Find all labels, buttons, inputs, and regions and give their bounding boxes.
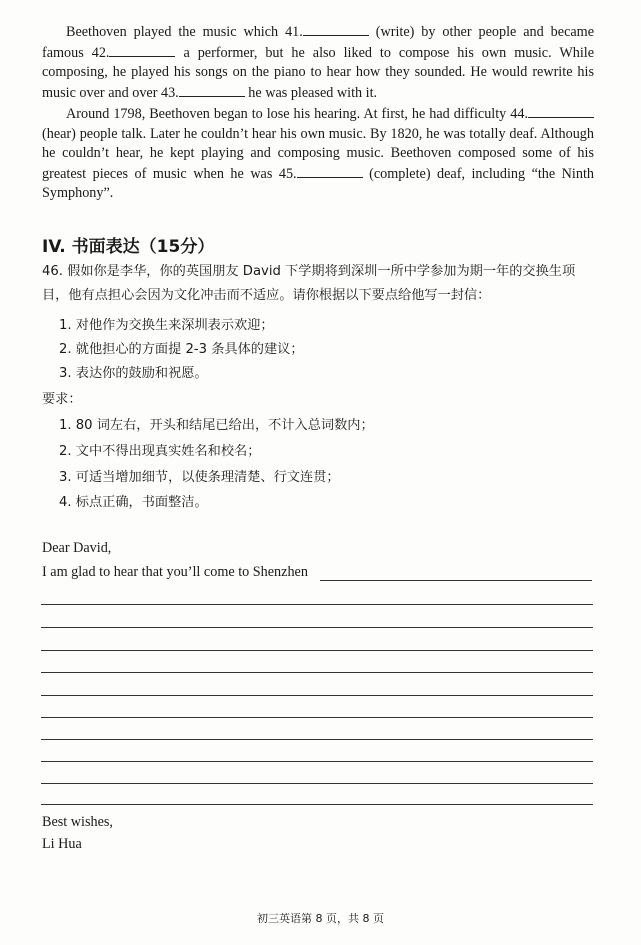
point-3: 3. 表达你的鼓励和祝愿。 — [59, 366, 208, 381]
blank-42[interactable] — [109, 43, 175, 57]
letter-greeting: Dear David, — [42, 540, 112, 556]
p2-text-2: (hear) people talk. Later he couldn’t hear his own music. By 1820, he was totally deaf. Although he couldn’t hear, he kept playing and composing music. Beethoven composed some of his greatest pieces of music when he was 45. — [42, 125, 594, 182]
writing-line-8[interactable] — [41, 739, 593, 740]
writing-line-6[interactable] — [41, 695, 593, 696]
p1-text-1: Beethoven played the music which 41. — [66, 24, 303, 40]
writing-line-1[interactable] — [320, 580, 592, 581]
writing-line-11[interactable] — [41, 804, 593, 805]
section-title: IV. 书面表达（15分） — [42, 237, 215, 257]
blank-44[interactable] — [528, 104, 594, 118]
point-1: 1. 对他作为交换生来深圳表示欢迎； — [59, 318, 274, 333]
passage-paragraph-2 — [42, 104, 594, 204]
p1-text-3: a performer, but he also liked to compose his own music. While composing, he played his songs on the piano to hear how they sounded. He would rewrite his music over and over 43. — [42, 44, 594, 101]
point-2: 2. 就他担心的方面提 2-3 条具体的建议； — [59, 342, 304, 357]
requirement-2: 2. 文中不得出现真实姓名和校名； — [59, 444, 261, 459]
requirement-3: 3. 可适当增加细节，以使条理清楚、行文连贯； — [59, 470, 340, 485]
letter-signature: Li Hua — [42, 836, 82, 852]
p1-text-2: (write) by other people and became famous 42. — [42, 24, 594, 61]
task-instruction: 46. 假如你是李华，你的英国朋友 David 下学期将到深圳一所中学参加为期一年的交换生项目，他有点担心会因为文化冲击而不适应。请你根据以下要点给他写一封信： — [42, 264, 576, 303]
writing-line-2[interactable] — [41, 604, 593, 605]
p1-text-4: he was pleased with it. — [248, 84, 378, 101]
p2-text-1: Around 1798, Beethoven began to lose his hearing. At first, he had difficulty 44. — [66, 106, 528, 122]
requirement-4: 4. 标点正确，书面整洁。 — [59, 495, 208, 510]
writing-line-10[interactable] — [41, 783, 593, 784]
writing-line-7[interactable] — [41, 717, 593, 718]
writing-line-9[interactable] — [41, 761, 593, 762]
passage-paragraph-1 — [42, 22, 594, 103]
letter-opening: I am glad to hear that you’ll come to Shenzhen — [42, 564, 308, 580]
page-footer: 初三英语第 8 页，共 8 页 — [257, 912, 384, 925]
p2-text-3: (complete) deaf, including “the Ninth Symphony”. — [42, 165, 595, 201]
writing-line-5[interactable] — [41, 672, 593, 673]
blank-41[interactable] — [303, 22, 369, 36]
requirements-label: 要求： — [42, 392, 82, 407]
blank-45[interactable] — [297, 164, 363, 178]
writing-line-4[interactable] — [41, 650, 593, 651]
writing-line-3[interactable] — [41, 627, 593, 628]
letter-closing: Best wishes, — [42, 814, 113, 830]
blank-43[interactable] — [179, 83, 245, 97]
requirement-1: 1. 80 词左右，开头和结尾已给出，不计入总词数内； — [59, 418, 374, 433]
